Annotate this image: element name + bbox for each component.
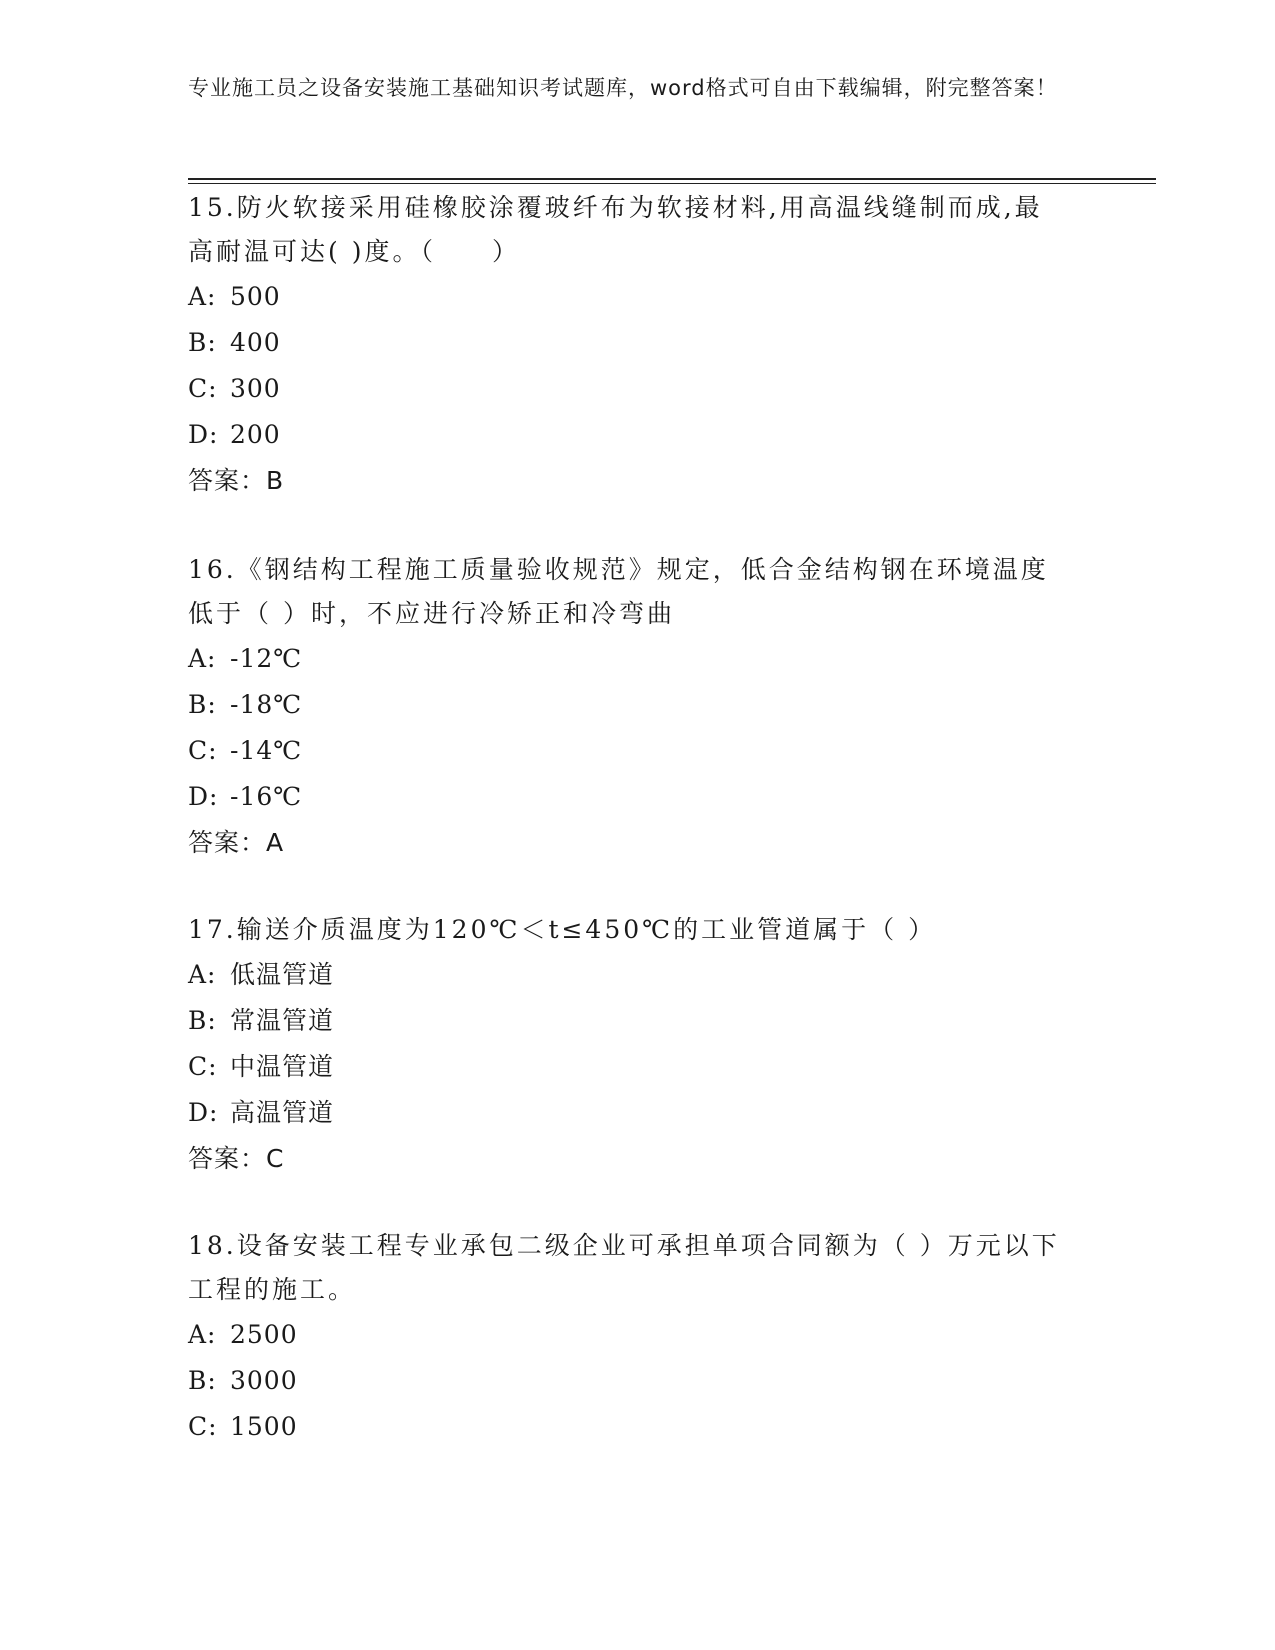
option-d	[188, 774, 1068, 820]
option-value: 500	[230, 282, 281, 311]
option-b	[188, 998, 1068, 1044]
option-label: D:	[188, 420, 219, 449]
answer: 答案：C	[188, 1144, 285, 1173]
document-header: 专业施工员之设备安装施工基础知识考试题库，word格式可自由下载编辑，附完整答案！	[188, 76, 1058, 100]
option-b	[188, 682, 1068, 728]
option-value: -18℃	[230, 690, 303, 719]
option-value: -16℃	[230, 782, 303, 811]
question-text: 18.设备安装工程专业承包二级企业可承担单项合同额为（ ）万元以下工程的施工。	[188, 1231, 1060, 1304]
option-value: 300	[230, 374, 281, 403]
answer: 答案：A	[188, 828, 285, 857]
option-label: A:	[188, 1320, 217, 1349]
option-label: A:	[188, 960, 217, 989]
option-value: 高温管道	[230, 1098, 335, 1127]
question-15	[188, 186, 1068, 504]
option-c	[188, 1044, 1068, 1090]
option-label: D:	[188, 1098, 219, 1127]
question-text: 17.输送介质温度为120℃＜t≤450℃的工业管道属于（ ）	[188, 915, 937, 944]
question-16	[188, 548, 1068, 866]
option-value: 200	[230, 420, 281, 449]
question-text: 16.《钢结构工程施工质量验收规范》规定，低合金结构钢在环境温度低于（ ）时，不应进行冷矫正和冷弯曲	[188, 555, 1049, 628]
option-a	[188, 636, 1068, 682]
option-label: A:	[188, 282, 217, 311]
option-a	[188, 1312, 1068, 1358]
option-label: B:	[188, 1006, 217, 1035]
question-18	[188, 1224, 1068, 1450]
option-value: 中温管道	[230, 1052, 335, 1081]
option-label: C:	[188, 1412, 218, 1441]
option-value: -14℃	[230, 736, 303, 765]
option-label: D:	[188, 782, 219, 811]
question-text: 15.防火软接采用硅橡胶涂覆玻纤布为软接材料,用高温线缝制而成,最高耐温可达( )度。（ ）	[188, 193, 1043, 266]
question-17	[188, 908, 1068, 1182]
option-d	[188, 1090, 1068, 1136]
option-c	[188, 1404, 1068, 1450]
option-label: C:	[188, 1052, 218, 1081]
option-label: A:	[188, 644, 217, 673]
option-b	[188, 320, 1068, 366]
option-value: 低温管道	[230, 960, 335, 989]
option-label: C:	[188, 374, 218, 403]
option-a	[188, 274, 1068, 320]
option-value: 3000	[230, 1366, 298, 1395]
option-c	[188, 728, 1068, 774]
option-label: B:	[188, 328, 217, 357]
option-label: B:	[188, 1366, 217, 1395]
option-d	[188, 412, 1068, 458]
header-divider-thick	[188, 178, 1156, 180]
answer: 答案：B	[188, 466, 285, 495]
option-value: 400	[230, 328, 281, 357]
option-value: -12℃	[230, 644, 303, 673]
option-value: 2500	[230, 1320, 298, 1349]
option-value: 常温管道	[230, 1006, 335, 1035]
option-label: B:	[188, 690, 217, 719]
header-divider-thin	[188, 183, 1156, 184]
option-value: 1500	[230, 1412, 298, 1441]
option-label: C:	[188, 736, 218, 765]
option-a	[188, 952, 1068, 998]
option-b	[188, 1358, 1068, 1404]
option-c	[188, 366, 1068, 412]
